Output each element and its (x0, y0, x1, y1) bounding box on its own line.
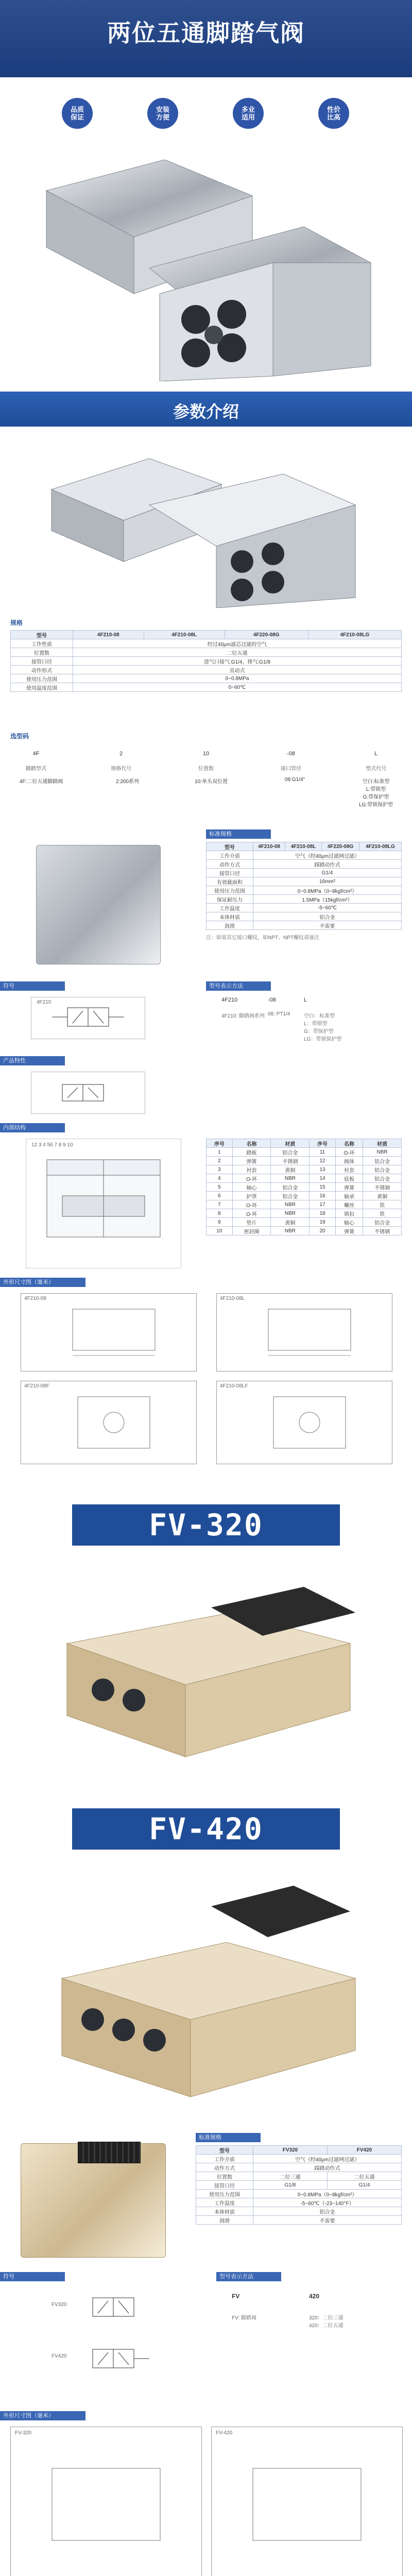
fv320-symbol-label: FV320 (52, 2302, 67, 2308)
fv-standard-cell: 工作温度 (196, 2198, 253, 2207)
order-tag: 型号表示方法 (206, 981, 271, 991)
fv-standard-table (196, 2145, 402, 2225)
internal-cell: 14 (310, 1174, 336, 1183)
internal-cell: 铝合金 (363, 1174, 402, 1183)
spec-table (10, 630, 402, 692)
internal-col: 材质 (271, 1139, 310, 1148)
fv-standard-cell: G1/4 (328, 2181, 402, 2190)
internal-cell: NBR (363, 1148, 402, 1157)
dimension-label: 4F210-08LF (220, 1383, 248, 1389)
table-row (11, 657, 402, 666)
table-row (207, 921, 402, 930)
table-row (207, 1174, 402, 1183)
internal-diagram (26, 1139, 181, 1268)
table-row (207, 869, 402, 877)
standard-cell: 润滑 (207, 921, 253, 930)
dimension-label: 4F210-08 (24, 1296, 46, 1301)
standard-cell: 工作介质 (207, 851, 253, 860)
table-row (207, 1183, 402, 1192)
fv-standard-header-row (196, 2146, 402, 2155)
fv-standard-photo (21, 2143, 166, 2258)
spec-cell: 0~60℃ (73, 683, 402, 692)
internal-cell: 锁扣 (335, 1209, 363, 1218)
principle-diagram (31, 1072, 145, 1114)
fv-pedal-pad (78, 2142, 141, 2163)
table-row (207, 1165, 402, 1174)
table-row (207, 1227, 402, 1235)
principle-schematic (31, 1072, 145, 1113)
internal-cell: 衬套 (232, 1165, 271, 1174)
code-desc: 08:G1/4" (284, 777, 305, 783)
internal-cell: 铝合金 (271, 1192, 310, 1200)
table-row (207, 904, 402, 912)
internal-cell: 15 (310, 1183, 336, 1192)
table-row (196, 2155, 402, 2163)
standard-col: 4F210-08L (285, 842, 322, 851)
spec-cell: 二位五通 (73, 648, 402, 657)
internal-cell: 不锈钢 (271, 1157, 310, 1165)
dimension-sketch-1 (21, 1294, 196, 1371)
standard-cell: 保证耐压力 (207, 895, 253, 904)
internal-cell: 9 (207, 1218, 233, 1227)
internal-cell: 6 (207, 1192, 233, 1200)
internal-cell: 螺丝 (335, 1200, 363, 1209)
dimension-sketch-4 (217, 1381, 392, 1464)
spec-cell: 使用温度范围 (11, 683, 73, 692)
table-row (207, 851, 402, 860)
table-row (11, 683, 402, 692)
table-row (196, 2190, 402, 2198)
internal-cell: NBR (271, 1209, 310, 1218)
fv-standard-cell: 不需要 (253, 2216, 402, 2225)
dimension-drawing-3 (21, 1381, 197, 1464)
fv-order-a: FV (232, 2293, 240, 2300)
table-row (196, 2207, 402, 2216)
fv-standard-cell: 踩踏动作式 (253, 2163, 402, 2172)
fv-standard-tag: 标准规格 (196, 2133, 261, 2142)
fv-standard-col: FV420 (328, 2146, 402, 2155)
standard-cell: 踩踏动作式 (253, 860, 402, 869)
standard-note: 注：如需其它接口螺纹，如NPT、NPT螺纹请备注 (206, 935, 319, 941)
internal-cell: 衬套 (335, 1165, 363, 1174)
internal-cell: O-环 (232, 1200, 271, 1209)
standard-header-row (207, 842, 402, 851)
internal-cell: 11 (310, 1148, 336, 1157)
internal-cell: 黄铜 (363, 1192, 402, 1200)
industry-badge: 多业 适用 (233, 98, 264, 129)
symbol-tag: 符号 (0, 981, 65, 991)
internal-cell: 铝合金 (271, 1148, 310, 1157)
table-row (207, 1209, 402, 1218)
fv-symbol-block (21, 2287, 185, 2391)
spec-cell: 动作形式 (11, 666, 73, 674)
internal-col: 名称 (232, 1139, 271, 1148)
internal-cell: 轴承 (335, 1192, 363, 1200)
table-row (207, 912, 402, 921)
internal-cell: 黄铜 (271, 1165, 310, 1174)
code-part: -08 (287, 751, 295, 757)
fv420-title: FV-420 (72, 1808, 340, 1850)
spec-col: 4F220-08G (225, 631, 308, 639)
silver-valve-illustration (36, 160, 386, 381)
internal-cell: 20 (310, 1227, 336, 1235)
spec-cell: 工作性质 (11, 639, 73, 648)
fv420-photo (46, 1875, 366, 2102)
internal-cell: 底板 (335, 1174, 363, 1183)
internal-cell: 铝合金 (363, 1165, 402, 1174)
internal-cell: 5 (207, 1183, 233, 1192)
standard-col: 4F220-08G (321, 842, 359, 851)
standard-col: 4F210-08 (253, 842, 285, 851)
model-code-desc (10, 777, 402, 808)
dimension-sketch-2 (217, 1294, 392, 1371)
internal-col: 材质 (363, 1139, 402, 1148)
table-row (196, 2172, 402, 2181)
internal-cutaway-drawing (26, 1139, 181, 1268)
code-note: 接口管径 (281, 766, 301, 772)
fv-standard-cell: 使用压力范围 (196, 2190, 253, 2198)
principle-tag: 产品特性 (0, 1056, 65, 1065)
model-code-title: 选型码 (10, 733, 29, 740)
spec-cell: 接管口径 (11, 657, 73, 666)
internal-cell: 弹簧 (335, 1183, 363, 1192)
order-code-desc: 08: PT1/4 (268, 1011, 290, 1017)
order-option-desc: 空白：标准型 L：带锁型 G：带保护型 LG：带锁保护型 (304, 1013, 342, 1042)
fv-standard-cell: 铝合金 (253, 2207, 402, 2216)
fv-standard-col: FV320 (253, 2146, 328, 2155)
standard-cell: 1.5MPa（15kgf/cm²） (253, 895, 402, 904)
internal-cell: 铝合金 (271, 1183, 310, 1192)
table-row (196, 2216, 402, 2225)
spec-cell: 进气口接气:G1/4，排气:G1/8 (73, 657, 402, 666)
code-note: 型式代号 (366, 766, 386, 772)
internal-cell: 7 (207, 1200, 233, 1209)
page-title: 两位五通脚踏气阀 (107, 20, 305, 46)
standard-cell: 有效截面积 (207, 877, 253, 886)
code-part: 2 (119, 751, 123, 757)
dimension-drawing-1 (21, 1293, 197, 1371)
internal-cell: 护罩 (232, 1192, 271, 1200)
spec-col: 型号 (11, 631, 73, 639)
internal-cell: 17 (310, 1200, 336, 1209)
fv-standard-cell: 二位五通 (328, 2172, 402, 2181)
internal-cell: 阀体 (335, 1157, 363, 1165)
standard-cell: 工作温度 (207, 904, 253, 912)
fv320-symbol-diagram (77, 2293, 170, 2324)
value-badge: 性价 比高 (318, 98, 349, 129)
spec-cell: 直动式 (73, 666, 402, 674)
table-row (207, 1218, 402, 1227)
order-model-desc: 4F210: 脚踏阀系列 (221, 1013, 265, 1019)
fv420-dimension-drawing (211, 2427, 403, 2576)
internal-cell: 16 (310, 1192, 336, 1200)
internal-cell: 密封圈 (232, 1227, 271, 1235)
standard-block (206, 829, 402, 941)
code-part: 4F (32, 751, 40, 757)
fv-standard-block (196, 2133, 402, 2225)
internal-cell: 8 (207, 1209, 233, 1218)
params-section-title: 参数介绍 (173, 402, 239, 421)
table-row (196, 2163, 402, 2172)
fv-standard-cell: 本体材质 (196, 2207, 253, 2216)
standard-cell: 0~0.8MPa（0~8kgf/cm²） (253, 886, 402, 895)
internal-cell: 铝合金 (363, 1157, 402, 1165)
standard-cell: 本体材质 (207, 912, 253, 921)
fv-symbol-tag: 符号 (0, 2272, 65, 2281)
standard-valve-photo (36, 845, 161, 964)
spec-cell: 0~0.8MPa (73, 674, 402, 683)
internal-table-block (206, 1139, 402, 1235)
table-row (207, 886, 402, 895)
fv-standard-cell: 二位三通 (253, 2172, 328, 2181)
internal-cell: 19 (310, 1218, 336, 1227)
fv420-symbol-diagram (77, 2344, 170, 2375)
fv320-title: FV-320 (72, 1504, 340, 1546)
table-row (196, 2181, 402, 2190)
fv-order-tag: 型号表示方法 (216, 2272, 281, 2281)
table-row (11, 648, 402, 657)
hero-valve-image (36, 160, 386, 381)
internal-cell: 3 (207, 1165, 233, 1174)
code-desc: 4F:二位五通脚踏阀 (19, 779, 63, 785)
valve-image-2 (46, 443, 366, 608)
dimension-sketch-3 (21, 1381, 196, 1464)
fv320-photo (46, 1571, 366, 1767)
table-row (207, 895, 402, 904)
model-code-notes (10, 764, 402, 772)
spec-cell: 使用压力范围 (11, 674, 73, 683)
order-option: L (304, 997, 307, 1003)
order-block (221, 997, 397, 1043)
order-model: 4F210 (221, 997, 238, 1003)
dimension-label: 4F210-08L (220, 1296, 245, 1301)
standard-cell: 接管口径 (207, 869, 253, 877)
internal-cell: 铁 (363, 1200, 402, 1209)
internal-cell: O-环 (335, 1148, 363, 1157)
internal-cell: 垫片 (232, 1218, 271, 1227)
model-code-parts (10, 751, 402, 757)
code-note: 规格代号 (111, 766, 131, 772)
fv-standard-cell: 空气（经40μm过滤网过滤） (253, 2155, 402, 2163)
spec-block (10, 618, 402, 692)
internal-cell: 弹簧 (335, 1227, 363, 1235)
internal-header-row (207, 1139, 402, 1148)
internal-cell: 10 (207, 1227, 233, 1235)
internal-cell: O-环 (232, 1174, 271, 1183)
standard-col: 型号 (207, 842, 253, 851)
internal-cell: 铝合金 (363, 1218, 402, 1227)
internal-cell: 12 (310, 1157, 336, 1165)
standard-cell: 空气（经40μm过滤网过滤） (253, 851, 402, 860)
code-part: L (374, 751, 378, 757)
fv-standard-cell: 润滑 (196, 2216, 253, 2225)
fv420-symbol-label: FV420 (52, 2353, 67, 2359)
standard-col: 4F210-08LG (359, 842, 402, 851)
table-row (207, 877, 402, 886)
order-code: -08 (268, 997, 276, 1003)
standard-cell: G1/4 (253, 869, 402, 877)
table-row (196, 2198, 402, 2207)
fv-standard-cell: -5~60℃（-23~140°F） (253, 2198, 402, 2207)
table-row (207, 860, 402, 869)
code-desc: 10:单头双位置 (195, 779, 228, 785)
internal-col: 序号 (207, 1139, 233, 1148)
internal-cell: 弹簧 (232, 1157, 271, 1165)
internal-cell: 轴心 (232, 1183, 271, 1192)
table-row (207, 1148, 402, 1157)
fv-standard-col: 型号 (196, 2146, 253, 2155)
fv-standard-cell: 动作方式 (196, 2163, 253, 2172)
standard-table (206, 842, 402, 930)
internal-cell: 2 (207, 1157, 233, 1165)
table-row (207, 1157, 402, 1165)
internal-cell: 不锈钢 (363, 1183, 402, 1192)
fv-order-b-desc: 320：二位三通 420：二位五通 (309, 2315, 344, 2329)
internal-cell: 黄铜 (271, 1218, 310, 1227)
dimension-label: 4F210-08F (24, 1383, 49, 1389)
internal-tag: 内部结构 (0, 1123, 65, 1132)
standard-cell: -5~60℃ (253, 904, 402, 912)
internal-cell: O-环 (232, 1209, 271, 1218)
table-row (11, 639, 402, 648)
dimension-drawing-2 (216, 1293, 392, 1371)
quality-badge: 品质 保证 (62, 98, 93, 129)
fv320-dimension-drawing (10, 2427, 202, 2576)
symbol-box (31, 997, 145, 1039)
dimensions-tag: 外形尺寸图（毫米） (0, 1278, 85, 1287)
fv-standard-cell: 接管口径 (196, 2181, 253, 2190)
fv-standard-cell: 工作介质 (196, 2155, 253, 2163)
standard-tag: 标准规格 (206, 829, 271, 839)
internal-col: 序号 (310, 1139, 336, 1148)
standard-cell: 16mm² (253, 877, 402, 886)
internal-cell: 铁 (363, 1209, 402, 1218)
spec-title: 规格 (10, 619, 23, 626)
fv320-valve-illustration (46, 1571, 366, 1767)
fv-order-block (232, 2293, 397, 2365)
internal-diagram-label: 12 3 4 56 7 8 9 10 (31, 1142, 73, 1148)
code-desc: 空白:标准型 L:带锁型 G:带保护型 LG:带锁保护型 (358, 779, 393, 808)
standard-cell: 铝合金 (253, 912, 402, 921)
dimension-drawing-4 (216, 1381, 392, 1464)
internal-cell: 不锈钢 (363, 1227, 402, 1235)
code-note: 位置数 (198, 766, 214, 772)
fv420-valve-illustration (46, 1875, 366, 2102)
internal-cell: 轴心 (335, 1218, 363, 1227)
internal-cell: 4 (207, 1174, 233, 1183)
internal-col: 名称 (335, 1139, 363, 1148)
internal-cell: 踏板 (232, 1148, 271, 1157)
standard-cell: 动作方式 (207, 860, 253, 869)
internal-table (206, 1139, 402, 1235)
table-row (207, 1200, 402, 1209)
spec-header-row (11, 631, 402, 639)
silver-valve-illustration-2 (46, 443, 366, 608)
spec-cell: 经过40μm滤芯过滤的空气 (73, 639, 402, 648)
fv-standard-cell: 位置数 (196, 2172, 253, 2181)
table-row (207, 1192, 402, 1200)
code-note: 脚踏型式 (26, 766, 46, 772)
fv-dimensions-tag: 外形尺寸图（毫米） (0, 2411, 85, 2420)
install-badge: 安装 方便 (147, 98, 178, 129)
standard-cell: 使用压力范围 (207, 886, 253, 895)
spec-cell: 位置数 (11, 648, 73, 657)
fv-standard-cell: 0~0.8MPa（0~8kgf/cm²） (253, 2190, 402, 2198)
spec-col: 4F210-08L (144, 631, 225, 639)
code-part: 10 (202, 751, 210, 757)
fv320-dimension-label: FV-320 (15, 2430, 32, 2436)
table-row (11, 674, 402, 683)
fv-standard-cell: G1/8 (253, 2181, 328, 2190)
symbol-label: 4F210 (37, 999, 52, 1005)
fv420-dimension-sketch (212, 2427, 402, 2576)
internal-cell: 1 (207, 1148, 233, 1157)
spec-col: 4F210-08 (73, 631, 144, 639)
internal-cell: NBR (271, 1227, 310, 1235)
code-desc: 2:200系列 (115, 779, 140, 785)
internal-cell: NBR (271, 1200, 310, 1209)
fv420-dimension-label: FV-420 (216, 2430, 233, 2436)
table-row (11, 666, 402, 674)
fv320-dimension-sketch (11, 2427, 201, 2576)
internal-cell: NBR (271, 1174, 310, 1183)
fv-order-a-desc: FV: 脚踏阀 (232, 2315, 256, 2321)
fv-order-b: 420 (309, 2293, 320, 2300)
standard-cell: 不需要 (253, 921, 402, 930)
model-code-block (10, 732, 402, 824)
internal-cell: 13 (310, 1165, 336, 1174)
spec-col: 4F210-08LG (308, 631, 401, 639)
internal-cell: 18 (310, 1209, 336, 1218)
